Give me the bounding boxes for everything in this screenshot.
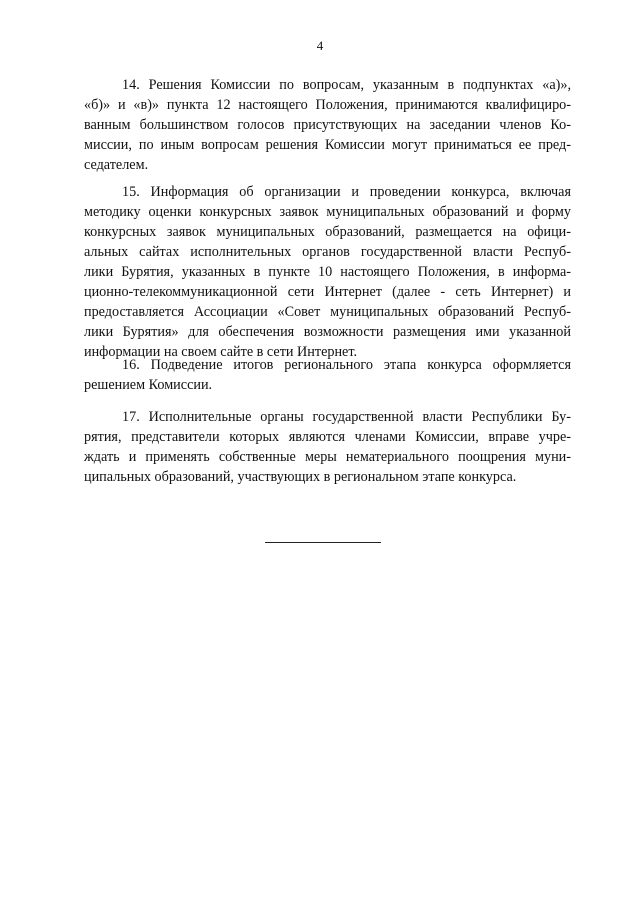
end-of-document-rule: [265, 542, 381, 543]
paragraph-line: конкурсных заявок муниципальных образований, размещается на офици-: [84, 224, 571, 240]
paragraph-line: ванным большинством голосов присутствующих на заседании членов Ко-: [84, 117, 571, 133]
paragraph-17: [84, 407, 571, 487]
paragraph-line: 14. Решения Комиссии по вопросам, указанным в подпунктах «а)»,: [122, 77, 571, 93]
paragraph-line: лики Бурятия» для обеспечения возможности размещения ими указанной: [84, 324, 571, 340]
paragraph-line: альных сайтах исполнительных органов государственной власти Респуб-: [84, 244, 571, 260]
paragraph-line: «б)» и «в)» пункта 12 настоящего Положения, принимаются квалифициро-: [84, 97, 571, 113]
paragraph-line: миссии, по иным вопросам решения Комиссии могут приниматься ее пред-: [84, 137, 571, 153]
paragraph-line: решением Комиссии.: [84, 377, 213, 393]
paragraph-14: [84, 75, 571, 175]
paragraph-line: лики Бурятия, указанных в пункте 10 настоящего Положения, в информа-: [84, 264, 571, 280]
paragraph-15: [84, 182, 571, 362]
paragraph-line: ждать и применять собственные меры нематериального поощрения муни-: [84, 449, 571, 465]
paragraph-line: информации на своем сайте в сети Интернет.: [84, 344, 358, 360]
paragraph-line: 16. Подведение итогов регионального этапа конкурса оформляется: [122, 357, 571, 373]
paragraph-16: [84, 355, 571, 395]
paragraph-line: методику оценки конкурсных заявок муниципальных образований и форму: [84, 204, 571, 220]
paragraph-line: ципальных образований, участвующих в региональном этапе конкурса.: [84, 469, 517, 485]
paragraph-line: седателем.: [84, 157, 149, 173]
paragraph-line: предоставляется Ассоциации «Совет муниципальных образований Респуб-: [84, 304, 571, 320]
paragraph-line: 15. Информация об организации и проведении конкурса, включая: [122, 184, 571, 200]
page-number: 4: [316, 38, 324, 53]
paragraph-line: ционно-телекоммуникационной сети Интернет (далее - сеть Интернет) и: [84, 284, 571, 300]
paragraph-line: рятия, представители которых являются членами Комиссии, вправе учре-: [84, 429, 571, 445]
paragraph-line: 17. Исполнительные органы государственной власти Республики Бу-: [122, 409, 571, 425]
